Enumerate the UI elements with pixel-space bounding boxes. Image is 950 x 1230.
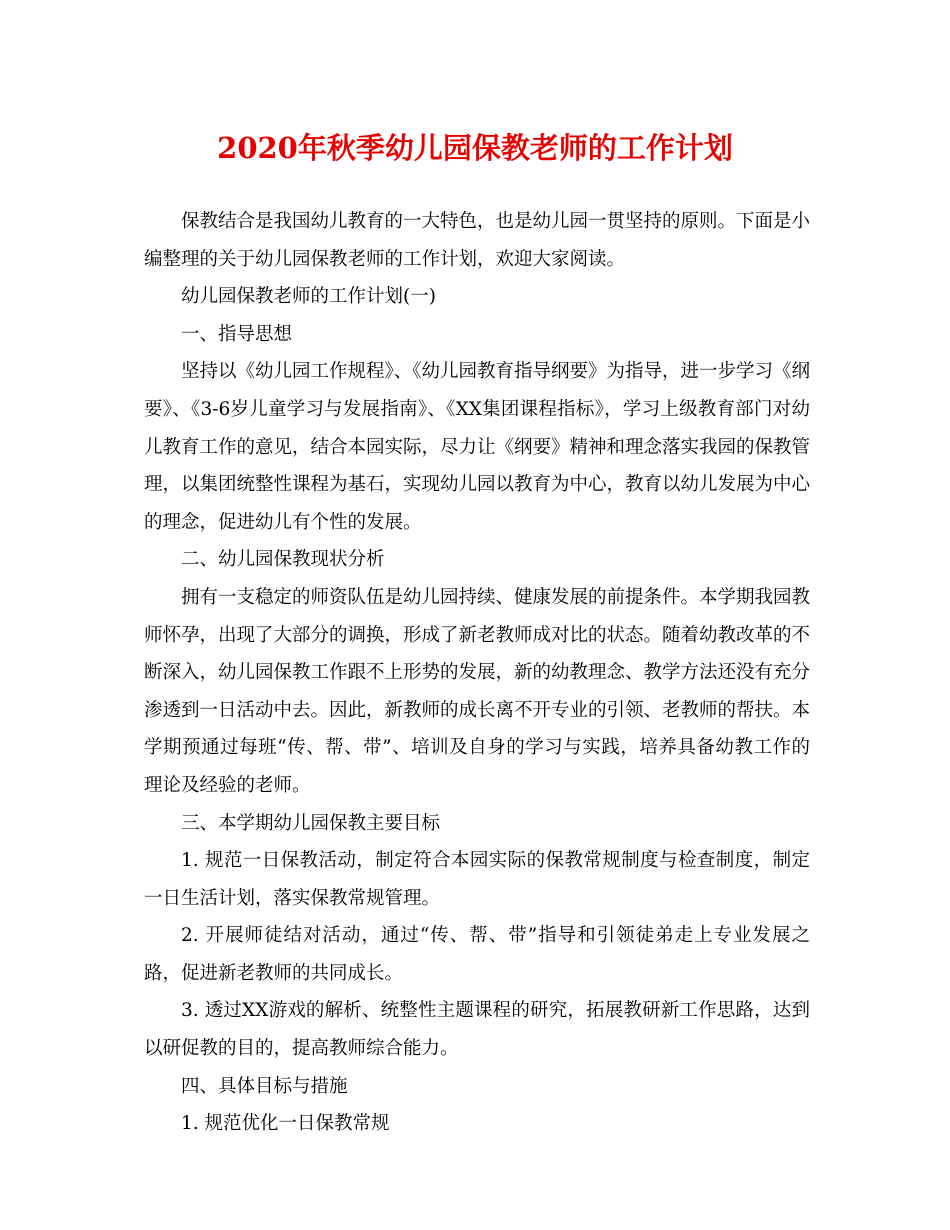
- section-heading-guiding-thought: 一、指导思想: [181, 323, 293, 345]
- list-item-goal-3: 3. 透过XX游戏的解析、统整性主题课程的研究，拓展教研新工作思路，达到以研促教的目的，提高教师综合能力。: [144, 1000, 810, 1060]
- paragraph-status-analysis: 拥有一支稳定的师资队伍是幼儿园持续、健康发展的前提条件。本学期我园教师怀孕，出现了大部分的调换，形成了新老教师成对比的状态。随着幼教改革的不断深入，幼儿园保教工作跟不上形势的发展，新的幼教理念、教学方法还没有充分渗透到一日活动中去。因此，新教师的成长离不开专业的引领、老教师的帮扶。本学期预通过每班“传、帮、带”、培训及自身的学习与实践，培养具备幼教工作的理论及经验的老师。: [144, 586, 811, 796]
- list-item-goal-1: 1. 规范一日保教活动，制定符合本园实际的保教常规制度与检查制度，制定一日生活计划，落实保教常规管理。: [144, 850, 810, 909]
- section-heading-main-goals: 三、本学期幼儿园保教主要目标: [181, 812, 441, 834]
- paragraph-guiding-thought: 坚持以《幼儿园工作规程》、《幼儿园教育指导纲要》为指导，进一步学习《纲要》、《3-6岁儿童学习与发展指南》、《XX集团课程指标》，学习上级教育部门对幼儿教育工作的意见，结合本园实际，尽力让《纲要》精神和理念落实我园的保教管理，以集团统整性课程为基石，实现幼儿园以教育为中心，教育以幼儿发展为中心的理念，促进幼儿有个性的发展。: [144, 361, 811, 533]
- paragraph-plan-heading: 幼儿园保教老师的工作计划(一): [181, 286, 436, 308]
- list-item-goal-2: 2. 开展师徒结对活动，通过“传、帮、带”指导和引领徒弟走上专业发展之路，促进新老教师的共同成长。: [144, 925, 810, 984]
- section-heading-status-analysis: 二、幼儿园保教现状分析: [181, 549, 385, 571]
- document-body: [144, 203, 810, 1143]
- document-title: 2020年秋季幼儿园保教老师的工作计划: [217, 131, 733, 165]
- section-heading-measures: 四、具体目标与措施: [181, 1075, 348, 1097]
- list-item-measure-1: 1. 规范优化一日保教常规: [181, 1113, 390, 1135]
- paragraph-intro: 保教结合是我国幼儿教育的一大特色，也是幼儿园一贯坚持的原则。下面是小编整理的关于幼儿园保教老师的工作计划，欢迎大家阅读。: [144, 211, 811, 270]
